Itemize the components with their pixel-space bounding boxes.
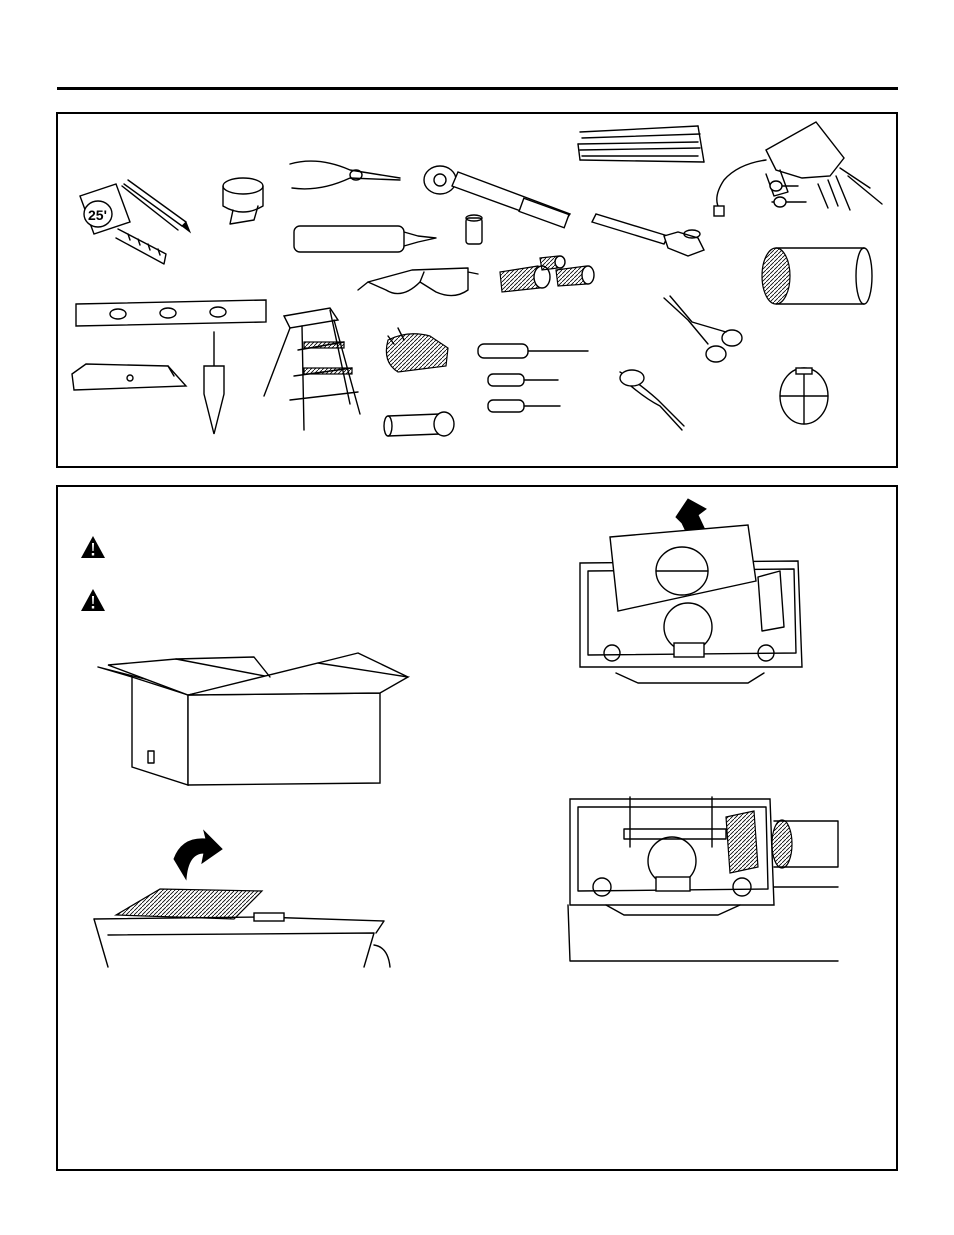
- open-box-illustration: [98, 653, 408, 785]
- level: [76, 300, 266, 326]
- work-gloves: [386, 328, 448, 372]
- nut-driver: [592, 214, 704, 256]
- filter-removal-illustration: [94, 831, 390, 967]
- needle-nose-pliers: [290, 161, 400, 189]
- socket-wrench: [424, 166, 570, 228]
- hood-panel-removal-illustration: [580, 499, 802, 683]
- duct-damper: [780, 368, 828, 424]
- plumb-bob: [204, 332, 224, 434]
- tape-roll: [223, 178, 263, 224]
- wire-strippers: [620, 370, 684, 430]
- tin-snips: [664, 296, 742, 362]
- page-top-rule: [57, 87, 898, 90]
- wire-nuts: [500, 256, 594, 292]
- utility-knife: [72, 364, 186, 390]
- tools-illustration: [58, 114, 896, 466]
- socket: [466, 215, 482, 244]
- safety-glasses: [358, 268, 478, 296]
- warning-triangle-icon: [80, 588, 106, 612]
- pencils: [122, 180, 190, 232]
- tape-measure: [80, 184, 166, 264]
- unpacking-illustrations: [58, 487, 896, 1169]
- wood-shims: [578, 126, 704, 162]
- step-ladder: [264, 308, 360, 430]
- pvc-pipe: [384, 412, 454, 436]
- screwdrivers: [478, 344, 588, 412]
- hood-duct-illustration: [568, 797, 838, 961]
- duct-pipe: [762, 248, 872, 304]
- tools-panel: [56, 112, 898, 468]
- unpacking-panel: [56, 485, 898, 1171]
- caulk-tube: [294, 226, 436, 252]
- tape-measure-marking: 25': [88, 207, 107, 223]
- warning-triangle-icon: [80, 535, 106, 559]
